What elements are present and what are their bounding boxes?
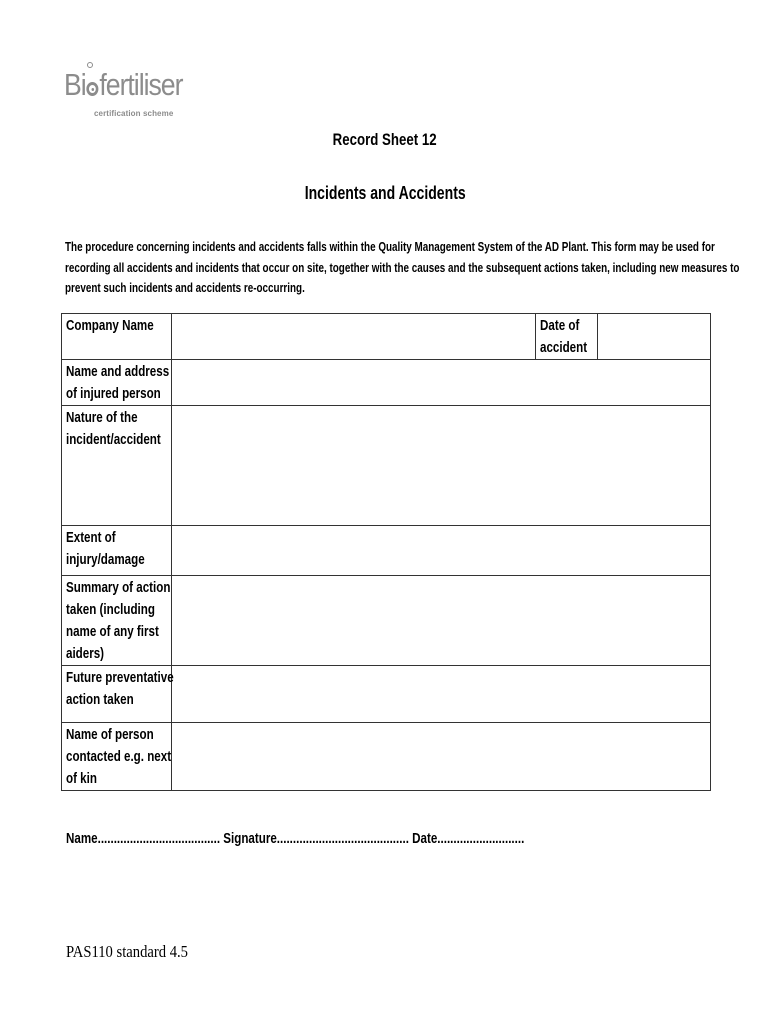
date-of-accident-label: Date of accident: [536, 314, 598, 360]
logo-word-prefix: Bi: [64, 67, 86, 102]
footer-standard: PAS110 standard 4.5: [66, 942, 188, 961]
table-row: [62, 406, 711, 526]
biofertiliser-logo: [64, 62, 183, 122]
extent-label: Extent of injury/damage: [62, 526, 172, 576]
future-label: Future preventative action taken: [62, 666, 172, 723]
summary-field[interactable]: [172, 576, 711, 666]
future-field[interactable]: [172, 666, 711, 723]
summary-label: Summary of action taken (including name of any first aiders): [62, 576, 172, 666]
signature-line: [66, 831, 524, 847]
incident-form-table: [61, 313, 711, 791]
intro-paragraph: [65, 237, 740, 299]
table-row: [62, 723, 711, 791]
contact-field[interactable]: [172, 723, 711, 791]
name-field[interactable]: Name......................................: [66, 831, 221, 847]
company-name-field[interactable]: [172, 314, 536, 360]
contact-label: Name of person contacted e.g. next of kin: [62, 723, 172, 791]
logo-o-icon: [87, 82, 99, 96]
injured-person-field[interactable]: [172, 360, 711, 406]
form-title-text: Incidents and Accidents: [304, 183, 466, 203]
intro-line: recording all accidents and incidents that occur on site, together with the causes and the subsequent actions taken, including new measures to: [65, 260, 740, 275]
nature-label: Nature of the incident/accident: [62, 406, 172, 526]
date-field[interactable]: Date...........................: [412, 831, 525, 847]
intro-line: prevent such incidents and accidents re-occurring.: [65, 281, 305, 295]
record-title-text: Record Sheet 12: [333, 130, 437, 149]
company-name-label: Company Name: [62, 314, 172, 360]
form-title: [0, 183, 770, 204]
table-row: [62, 314, 711, 360]
table-row: [62, 576, 711, 666]
record-title: [0, 130, 770, 150]
table-row: [62, 526, 711, 576]
logo-wordmark: [64, 68, 182, 102]
table-row: [62, 360, 711, 406]
logo-subtitle: certification scheme: [94, 109, 174, 118]
intro-line: The procedure concerning incidents and accidents falls within the Quality Management System of the AD Plant. This form may be used for: [65, 240, 715, 254]
injured-person-label: Name and address of injured person: [62, 360, 172, 406]
logo-word-suffix: fertiliser: [99, 67, 183, 102]
signature-field[interactable]: Signature.........................................: [223, 831, 409, 847]
extent-field[interactable]: [172, 526, 711, 576]
nature-field[interactable]: [172, 406, 711, 526]
table-row: [62, 666, 711, 723]
date-of-accident-field[interactable]: [598, 314, 711, 360]
